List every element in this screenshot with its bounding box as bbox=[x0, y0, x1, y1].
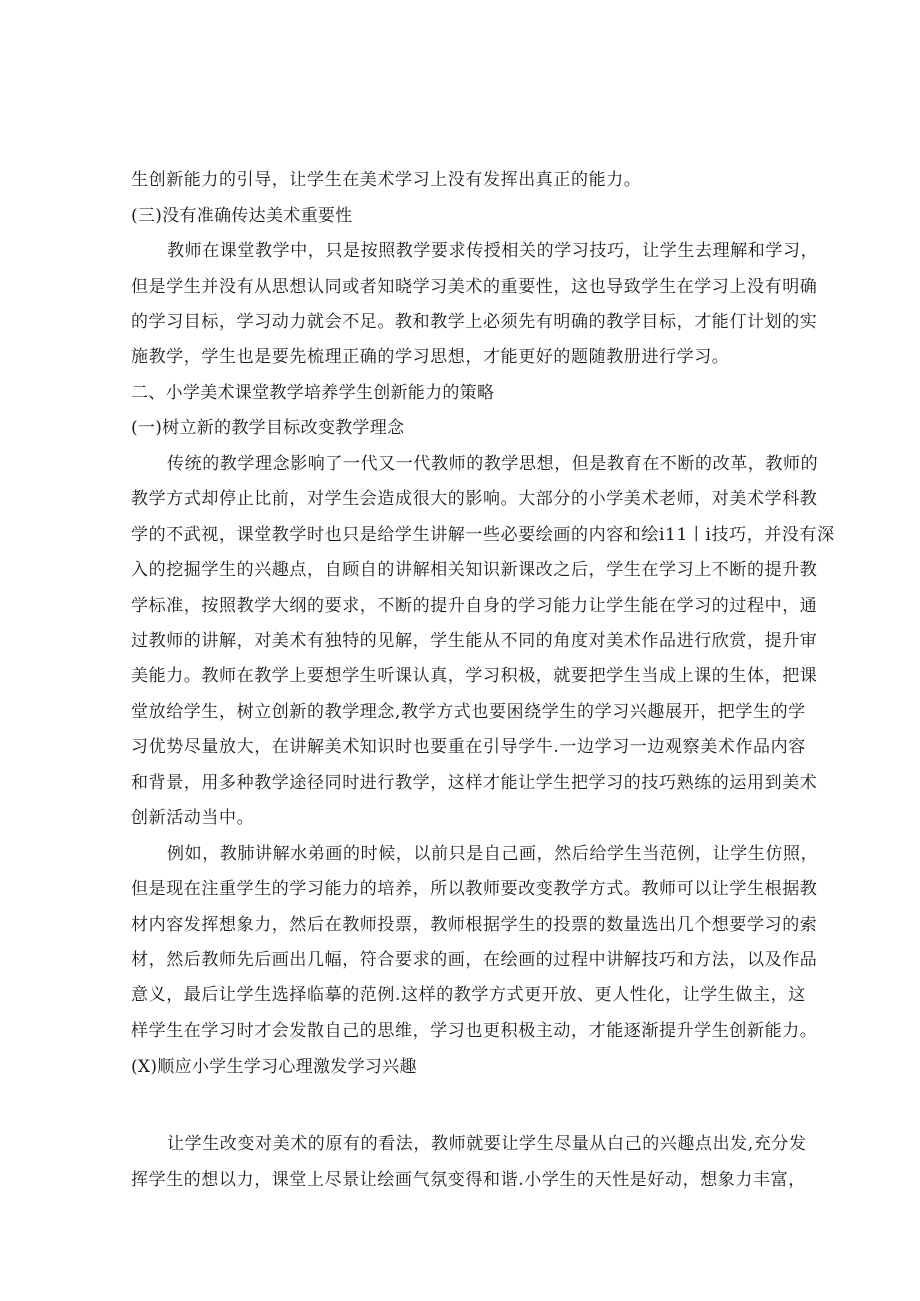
paragraph-line: 样学生在学习时才会发散自己的思维，学习也更积极主动，才能逐渐提升学生创新能力。 bbox=[131, 1021, 818, 1041]
paragraph-line: 施教学，学生也是要先梳理正确的学习思想，才能更好的题随教册进行学习。 bbox=[131, 347, 730, 367]
paragraph-line: 堂放给学生，树立创新的教学理念,教学方式也要困绕学生的学习兴趣展开，把学生的学 bbox=[131, 702, 806, 722]
section-heading: (三)没有准确传达美术重要性 bbox=[131, 206, 353, 226]
paragraph-line: 但是现在注重学生的学习能力的培养，所以教师要改变教学方式。教师可以让学生根据教 bbox=[131, 879, 818, 899]
section-heading: (X)顺应小学生学习心理激发学习兴趣 bbox=[131, 1057, 417, 1077]
chapter-heading: 二、小学美术课堂教学培养学生创新能力的策略 bbox=[131, 383, 495, 403]
paragraph-line: 美能力。教师在教学上要想学生听课认真，学习积极，就要把学生当成上课的生体，把课 bbox=[131, 666, 818, 686]
paragraph-line: 例如，教肺讲解水弟画的时候，以前只是自己画，然后给学生当范例，让学生仿照， bbox=[167, 844, 819, 864]
paragraph-line: 教师在课堂教学中，只是按照教学要求传授相关的学习技巧，让学生去理解和学习， bbox=[167, 241, 819, 261]
paragraph-line: 材内容发挥想象力，然后在教师投票，教师根据学生的投票的数量选出几个想要学习的索 bbox=[131, 915, 818, 935]
paragraph-line: 过教师的讲解，对美术有独特的见解，学生能从不同的角度对美术作品进行欣赏，提升审 bbox=[131, 631, 818, 651]
paragraph-line: 生创新能力的引导，让学生在美术学习上没有发挥出真正的能力。 bbox=[131, 170, 642, 190]
paragraph-line: 创新活动当中。 bbox=[131, 808, 255, 828]
paragraph-line: 入的挖掘学生的兴趣点，自顾自的讲解相关知识新课改之后，学生在学习上不断的提升教 bbox=[131, 560, 818, 580]
paragraph-line: 和背景，用多种教学途径同时进行教学，这样才能让学生把学习的技巧熟练的运用到美术 bbox=[131, 773, 818, 793]
paragraph-line: 但是学生并没有从思想认同或者知晓学习美术的重要性，这也导致学生在学习上没有明确 bbox=[131, 277, 818, 297]
paragraph-line: 挥学生的想以力，课堂上尽景让绘画气氛变得和谐.小学生的天性是好动，想象力丰富， bbox=[131, 1170, 806, 1190]
section-heading: (一)树立新的教学目标改变教学理念 bbox=[131, 418, 405, 438]
paragraph-line: 学标准，按照教学大纲的要求，不断的提升自身的学习能力让学生能在学习的过程中，通 bbox=[131, 596, 818, 616]
paragraph-line: 让学生改变对美术的原有的看法，教师就要让学生尽量从白己的兴趣点出发,充分发 bbox=[167, 1134, 807, 1154]
paragraph-line: 教学方式却停止比前，对学生会造成很大的影响。大部分的小学美术老师，对美术学科教 bbox=[131, 489, 818, 509]
paragraph-line: 传统的教学理念影响了一代又一代教师的教学思想，但是教育在不断的改革，教师的 bbox=[167, 454, 819, 474]
paragraph-line: 习优势尽量放大，在讲解美术知识时也要重在引导学牛.一边学习一边观察美术作品内容 bbox=[131, 737, 806, 757]
paragraph-line: 材，然后教师先后画出几幅，符合要求的画，在绘画的过程中讲解技巧和方法，以及作品 bbox=[131, 950, 818, 970]
paragraph-line: 意义，最后让学生选择临摹的范例.这样的教学方式更开放、更人性化，让学生做主，这 bbox=[131, 985, 806, 1005]
paragraph-line: 学的不武视，课堂教学时也只是给学生讲解一些必要绘画的内容和绘i11丨i技巧，并没有深 bbox=[131, 525, 835, 545]
paragraph-line: 的学习目标，学习动力就会不足。教和教学上必须先有明确的教学目标，才能仃计划的实 bbox=[131, 312, 818, 332]
